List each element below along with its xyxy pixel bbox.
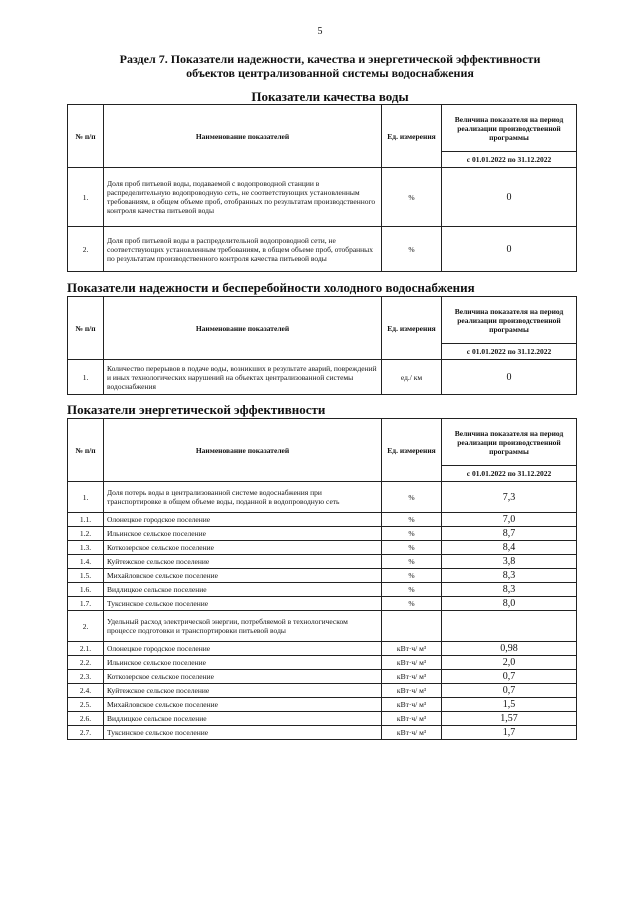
row-value: 3,8 — [442, 555, 577, 569]
row-value — [442, 611, 577, 642]
row-name: Михайловское сельское поселение — [104, 569, 382, 583]
table-row — [68, 712, 577, 726]
row-no: 1. — [68, 168, 104, 227]
row-no: 1.6. — [68, 583, 104, 597]
row-name: Олонецкое городское поселение — [104, 513, 382, 527]
header-name: Наименование показателей — [104, 297, 382, 360]
quality-table — [67, 104, 577, 272]
header-value: Величина показателя на период реализации производственной программы — [442, 297, 577, 344]
row-no: 2.3. — [68, 670, 104, 684]
row-name: Доля проб питьевой воды, подаваемой с водопроводной станции в распределительную водопроводную сеть, не соответствующих установленным требованиям, в общем объеме проб, отобранных по результатам производственного контроля качества питьевой воды — [104, 168, 382, 227]
row-unit: % — [382, 583, 442, 597]
row-unit: % — [382, 168, 442, 227]
table-row — [68, 656, 577, 670]
row-unit: % — [382, 555, 442, 569]
table-row — [68, 684, 577, 698]
row-value: 8,4 — [442, 541, 577, 555]
row-name: Количество перерывов в подаче воды, возникших в результате аварий, повреждений и иных технологических нарушений на объектах централизованной системы водоснабжения — [104, 360, 382, 395]
row-no: 1. — [68, 482, 104, 513]
row-name: Видлицкое сельское поселение — [104, 583, 382, 597]
row-value: 0,98 — [442, 642, 577, 656]
row-value: 1,7 — [442, 726, 577, 740]
header-no: № п/п — [68, 419, 104, 482]
header-unit: Ед. измерения — [382, 297, 442, 360]
row-unit: % — [382, 482, 442, 513]
table-row — [68, 513, 577, 527]
table-row — [68, 642, 577, 656]
row-no: 2.7. — [68, 726, 104, 740]
row-unit: % — [382, 597, 442, 611]
header-value: Величина показателя на период реализации производственной программы — [442, 105, 577, 152]
section-title-line2: объектов централизованной системы водоснабжения — [186, 66, 474, 80]
row-no: 1.5. — [68, 569, 104, 583]
row-name: Михайловское сельское поселение — [104, 698, 382, 712]
table-row — [68, 527, 577, 541]
table-row — [68, 569, 577, 583]
row-value: 0 — [442, 360, 577, 395]
row-value: 8,3 — [442, 569, 577, 583]
row-unit: кВт·ч/ м³ — [382, 670, 442, 684]
reliability-title: Показатели надежности и бесперебойности холодного водоснабжения — [67, 280, 475, 295]
table-row — [68, 726, 577, 740]
section-title-line1: Раздел 7. Показатели надежности, качества и энергетической эффективности — [119, 52, 541, 66]
row-no: 1.4. — [68, 555, 104, 569]
row-name: Удельный расход электрической энергии, потребляемой в технологическом процессе подготовки и транспортировки питьевой воды — [104, 611, 382, 642]
row-unit — [382, 611, 442, 642]
page-number: 5 — [317, 26, 323, 37]
table-row — [68, 168, 577, 227]
row-unit: кВт·ч/ м³ — [382, 656, 442, 670]
row-value: 7,0 — [442, 513, 577, 527]
row-name: Куйтежское сельское поселение — [104, 684, 382, 698]
row-no: 2.4. — [68, 684, 104, 698]
row-unit: кВт·ч/ м³ — [382, 712, 442, 726]
row-name: Олонецкое городское поселение — [104, 642, 382, 656]
row-no: 1. — [68, 360, 104, 395]
energy-title: Показатели энергетической эффективности — [67, 402, 326, 417]
header-period: с 01.01.2022 по 31.12.2022 — [442, 466, 577, 482]
header-unit: Ед. измерения — [382, 105, 442, 168]
row-name: Доля потерь воды в централизованной системе водоснабжения при транспортировке в общем объеме воды, поданной в водопроводную сеть — [104, 482, 382, 513]
table-row — [68, 597, 577, 611]
row-no: 1.1. — [68, 513, 104, 527]
row-unit: кВт·ч/ м³ — [382, 642, 442, 656]
row-value: 1,5 — [442, 698, 577, 712]
row-value: 8,0 — [442, 597, 577, 611]
quality-title: Показатели качества воды — [251, 89, 409, 104]
row-name: Видлицкое сельское поселение — [104, 712, 382, 726]
row-unit: % — [382, 569, 442, 583]
row-name: Ильинское сельское поселение — [104, 656, 382, 670]
row-no: 2. — [68, 611, 104, 642]
row-no: 2.6. — [68, 712, 104, 726]
row-unit: % — [382, 227, 442, 272]
table-row — [68, 541, 577, 555]
row-unit: % — [382, 527, 442, 541]
reliability-table — [67, 296, 577, 395]
row-no: 2.5. — [68, 698, 104, 712]
row-no: 2.2. — [68, 656, 104, 670]
row-unit: % — [382, 513, 442, 527]
table-row — [68, 360, 577, 395]
row-unit: кВт·ч/ м³ — [382, 698, 442, 712]
row-unit: кВт·ч/ м³ — [382, 684, 442, 698]
table-row — [68, 227, 577, 272]
header-name: Наименование показателей — [104, 105, 382, 168]
table-header-row — [68, 297, 577, 344]
header-no: № п/п — [68, 297, 104, 360]
row-value: 7,3 — [442, 482, 577, 513]
row-name: Туксинское сельское поселение — [104, 597, 382, 611]
row-value: 8,3 — [442, 583, 577, 597]
header-period: с 01.01.2022 по 31.12.2022 — [442, 344, 577, 360]
table-row — [68, 482, 577, 513]
header-name: Наименование показателей — [104, 419, 382, 482]
row-value: 8,7 — [442, 527, 577, 541]
row-name: Ильинское сельское поселение — [104, 527, 382, 541]
row-value: 2,0 — [442, 656, 577, 670]
row-no: 2. — [68, 227, 104, 272]
row-unit: % — [382, 541, 442, 555]
row-name: Куйтежское сельское поселение — [104, 555, 382, 569]
header-no: № п/п — [68, 105, 104, 168]
section-title — [60, 52, 600, 80]
table-header-row — [68, 105, 577, 152]
row-no: 1.3. — [68, 541, 104, 555]
row-unit: ед./ км — [382, 360, 442, 395]
row-name: Коткозерское сельское поселение — [104, 670, 382, 684]
row-unit: кВт·ч/ м³ — [382, 726, 442, 740]
table-header-row — [68, 419, 577, 466]
row-name: Туксинское сельское поселение — [104, 726, 382, 740]
row-name: Доля проб питьевой воды в распределительной водопроводной сети, не соответствующих установленным требованиям, в общем объеме проб, отобранных по результатам производственного контроля качества питьевой воды — [104, 227, 382, 272]
table-row — [68, 583, 577, 597]
row-value: 1,57 — [442, 712, 577, 726]
row-value: 0,7 — [442, 684, 577, 698]
table-row — [68, 555, 577, 569]
table-row — [68, 670, 577, 684]
row-value: 0 — [442, 168, 577, 227]
row-no: 1.7. — [68, 597, 104, 611]
row-no: 1.2. — [68, 527, 104, 541]
header-unit: Ед. измерения — [382, 419, 442, 482]
row-value: 0 — [442, 227, 577, 272]
table-row — [68, 611, 577, 642]
row-value: 0,7 — [442, 670, 577, 684]
energy-table — [67, 418, 577, 740]
row-no: 2.1. — [68, 642, 104, 656]
row-name: Коткозерское сельское поселение — [104, 541, 382, 555]
header-value: Величина показателя на период реализации производственной программы — [442, 419, 577, 466]
table-row — [68, 698, 577, 712]
header-period: с 01.01.2022 по 31.12.2022 — [442, 152, 577, 168]
